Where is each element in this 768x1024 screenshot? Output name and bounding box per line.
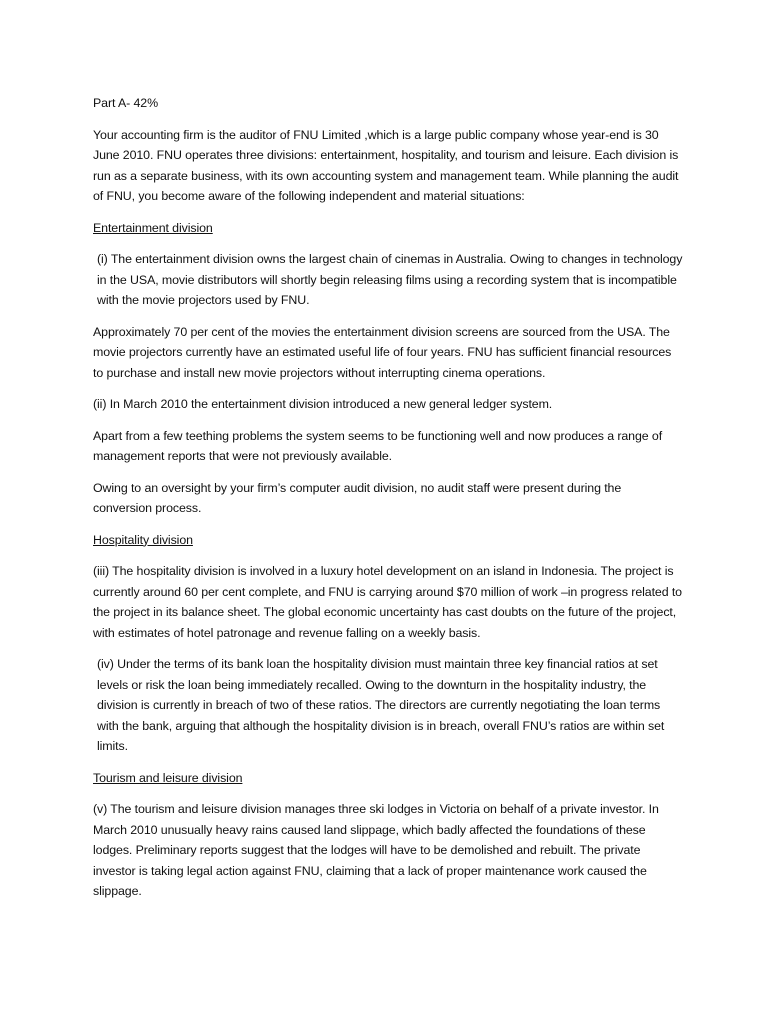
paragraph-audit-oversight: Owing to an oversight by your firm’s computer audit division, no audit staff were present during the conversion process. [93, 480, 622, 515]
document-page [93, 93, 683, 913]
paragraph-item-iv: (iv) Under the terms of its bank loan the hospitality division must maintain three key financial ratios at set levels or risk the loan being immediately recalled. Owing to the downturn in the hospitality industry, the division is currently in breach of two of these ratios. The directors are currently negotiating the loan terms with the bank, arguing that although the hospitality division is in breach, overall FNU’s ratios are within set limits. [97, 657, 665, 753]
paragraph-projectors: Approximately 70 per cent of the movies the entertainment division screens are sourced from the USA. The movie projectors currently have an estimated useful life of four years. FNU has sufficient financial resources to purchase and install new movie projectors without interrupting cinema operations. [93, 324, 672, 380]
intro-paragraph: Your accounting firm is the auditor of FNU Limited ,which is a large public company whose year-end is 30 June 2010. FNU operates three divisions: entertainment, hospitality, and tourism and leisure. Each division is run as a separate business, with its own accounting system and management team. While planning the audit of FNU, you become aware of the following independent and material situations: [93, 127, 679, 203]
paragraph-item-iii: (iii) The hospitality division is involved in a luxury hotel development on an island in Indonesia. The project is currently around 60 per cent complete, and FNU is carrying around $70 million of work –in progress related to the project in its balance sheet. The global economic uncertainty has cast doubts on the future of the project, with estimates of hotel patronage and revenue falling on a weekly basis. [93, 564, 682, 640]
section-heading-tourism: Tourism and leisure division [93, 770, 243, 785]
section-heading-hospitality: Hospitality division [93, 532, 193, 547]
document-title: Part A- 42% [93, 96, 159, 110]
section-heading-entertainment: Entertainment division [93, 220, 213, 235]
paragraph-item-v: (v) The tourism and leisure division manages three ski lodges in Victoria on behalf of a private investor. In March 2010 unusually heavy rains caused land slippage, which badly affected the foundations of these lodges. Preliminary reports suggest that the lodges will have to be demolished and rebuilt. The private investor is taking legal action against FNU, claiming that a lack of proper maintenance work caused the slippage. [93, 802, 659, 898]
paragraph-item-ii: (ii) In March 2010 the entertainment division introduced a new general ledger system. [93, 397, 553, 411]
paragraph-item-i: (i) The entertainment division owns the largest chain of cinemas in Australia. Owing to changes in technology in the USA, movie distributors will shortly begin releasing films using a recording system that is incompatible with the movie projectors used by FNU. [97, 252, 683, 307]
paragraph-ledger-system: Apart from a few teething problems the system seems to be functioning well and now produces a range of management reports that were not previously available. [93, 428, 663, 463]
